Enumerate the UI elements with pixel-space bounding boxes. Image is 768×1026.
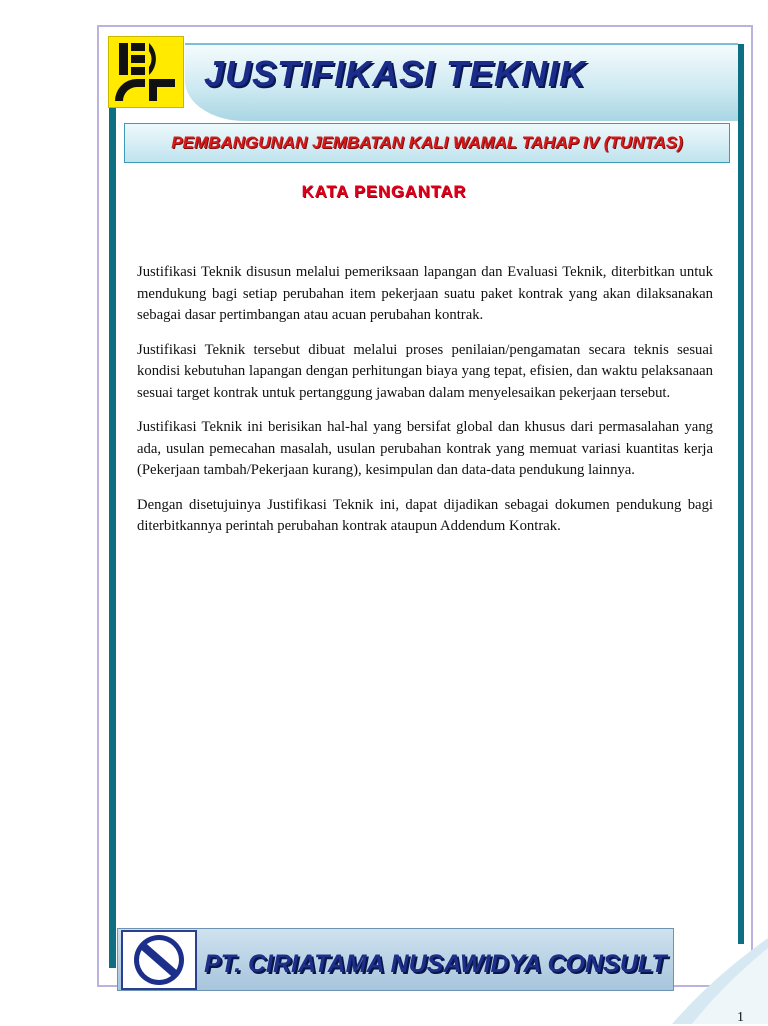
page-number: 1 (737, 1010, 744, 1025)
document-title: JUSTIFIKASI TEKNIK (204, 53, 587, 94)
section-heading: KATA PENGANTAR (301, 183, 467, 201)
paragraph: Justifikasi Teknik disusun melalui pemeriksaan lapangan dan Evaluasi Teknik, diterbitkan untuk mendukung bagi setiap perubahan item pekerjaan suatu paket kontrak yang akan dilaksanakan sebagai dasar pertimbangan atau acuan perubahan kontrak. (137, 264, 713, 323)
frame-bar-left (109, 100, 116, 968)
frame-bar-right (738, 44, 744, 944)
subtitle-bar (124, 123, 730, 163)
page-curl-decoration (672, 938, 768, 1024)
paragraph: Dengan disetujuinya Justifikasi Teknik ini, dapat dijadikan sebagai dokumen pendukung bagi diterbitkannya perintah perubahan kontrak ataupun Addendum Kontrak. (137, 496, 713, 534)
company-logo-icon (121, 930, 197, 990)
project-subtitle: PEMBANGUNAN JEMBATAN KALI WAMAL TAHAP IV (TUNTAS) (171, 133, 683, 152)
company-name: PT. CIRIATAMA NUSAWIDYA CONSULT (204, 950, 667, 978)
paragraph: Justifikasi Teknik tersebut dibuat melalui proses penilaian/pengamatan secara teknis sesuai kondisi kebutuhan lapangan dengan perhitungan biaya yang tepat, efisien, dan waktu pelaksanaan sesuai target kontrak untuk pertanggung jawaban dalam menyelesaikan pekerjaan tersebut. (137, 341, 713, 401)
body-text (137, 262, 713, 551)
pu-ministry-logo-icon (108, 36, 184, 108)
paragraph: Justifikasi Teknik ini berisikan hal-hal yang bersifat global dan khusus dari permasalahan yang ada, usulan pemecahan masalah, usulan perubahan kontrak yang memuat variasi kuantitas kerja (Pekerjaan tambah/Pekerjaan kurang), kesimpulan dan data-data pendukung lainnya. (137, 419, 713, 478)
